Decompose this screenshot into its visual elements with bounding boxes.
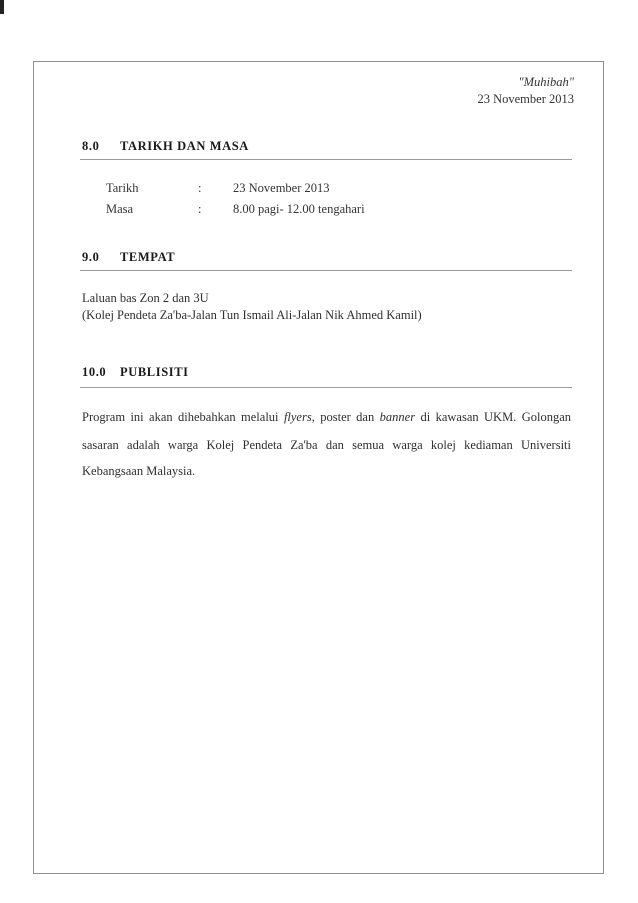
detail-separator: : [198, 202, 202, 216]
detail-value: 8.00 pagi- 12.00 tengahari [233, 202, 365, 216]
detail-label: Masa [106, 202, 134, 216]
publicity-line-3: Kebangsaan Malaysia. [82, 464, 196, 478]
section-number: 9.0 [82, 250, 100, 264]
text-run-italic: flyers [283, 410, 312, 424]
text-run: , poster dan [311, 410, 380, 424]
section-title: PUBLISITI [120, 365, 189, 379]
section-heading-tarikh-dan-masa [82, 139, 249, 154]
text-run: di kawasan UKM. Golongan [415, 410, 571, 424]
location-line: (Kolej Pendeta Za'ba-Jalan Tun Ismail Ali-Jalan Nik Ahmed Kamil) [82, 308, 422, 322]
text-run-italic: banner [379, 410, 416, 424]
location-text [82, 290, 422, 324]
text-run: Program ini akan dihebahkan melalui [82, 410, 284, 424]
section-heading-tempat [82, 250, 175, 265]
section-divider [80, 159, 572, 160]
motto: "Muhibah" [518, 75, 574, 89]
section-number: 8.0 [82, 139, 100, 153]
section-divider [80, 387, 572, 388]
detail-separator: : [198, 181, 202, 195]
publicity-line-1 [82, 409, 571, 426]
publicity-line-2: sasaran adalah warga Kolej Pendeta Za'ba dan semua warga kolej kediaman Universiti [82, 438, 571, 452]
location-line: Laluan bas Zon 2 dan 3U [82, 291, 209, 305]
detail-label: Tarikh [106, 181, 139, 195]
scan-edge-mark [0, 0, 4, 14]
section-title: TEMPAT [120, 250, 176, 264]
detail-row-tarikh [106, 181, 330, 196]
section-number: 10.0 [82, 365, 107, 379]
section-heading-publisiti [82, 365, 189, 380]
section-divider [80, 270, 572, 271]
detail-row-masa [106, 202, 365, 217]
section-title: TARIKH DAN MASA [120, 139, 249, 153]
detail-value: 23 November 2013 [233, 181, 330, 195]
header-date: 23 November 2013 [477, 92, 574, 106]
document-header [477, 74, 574, 108]
